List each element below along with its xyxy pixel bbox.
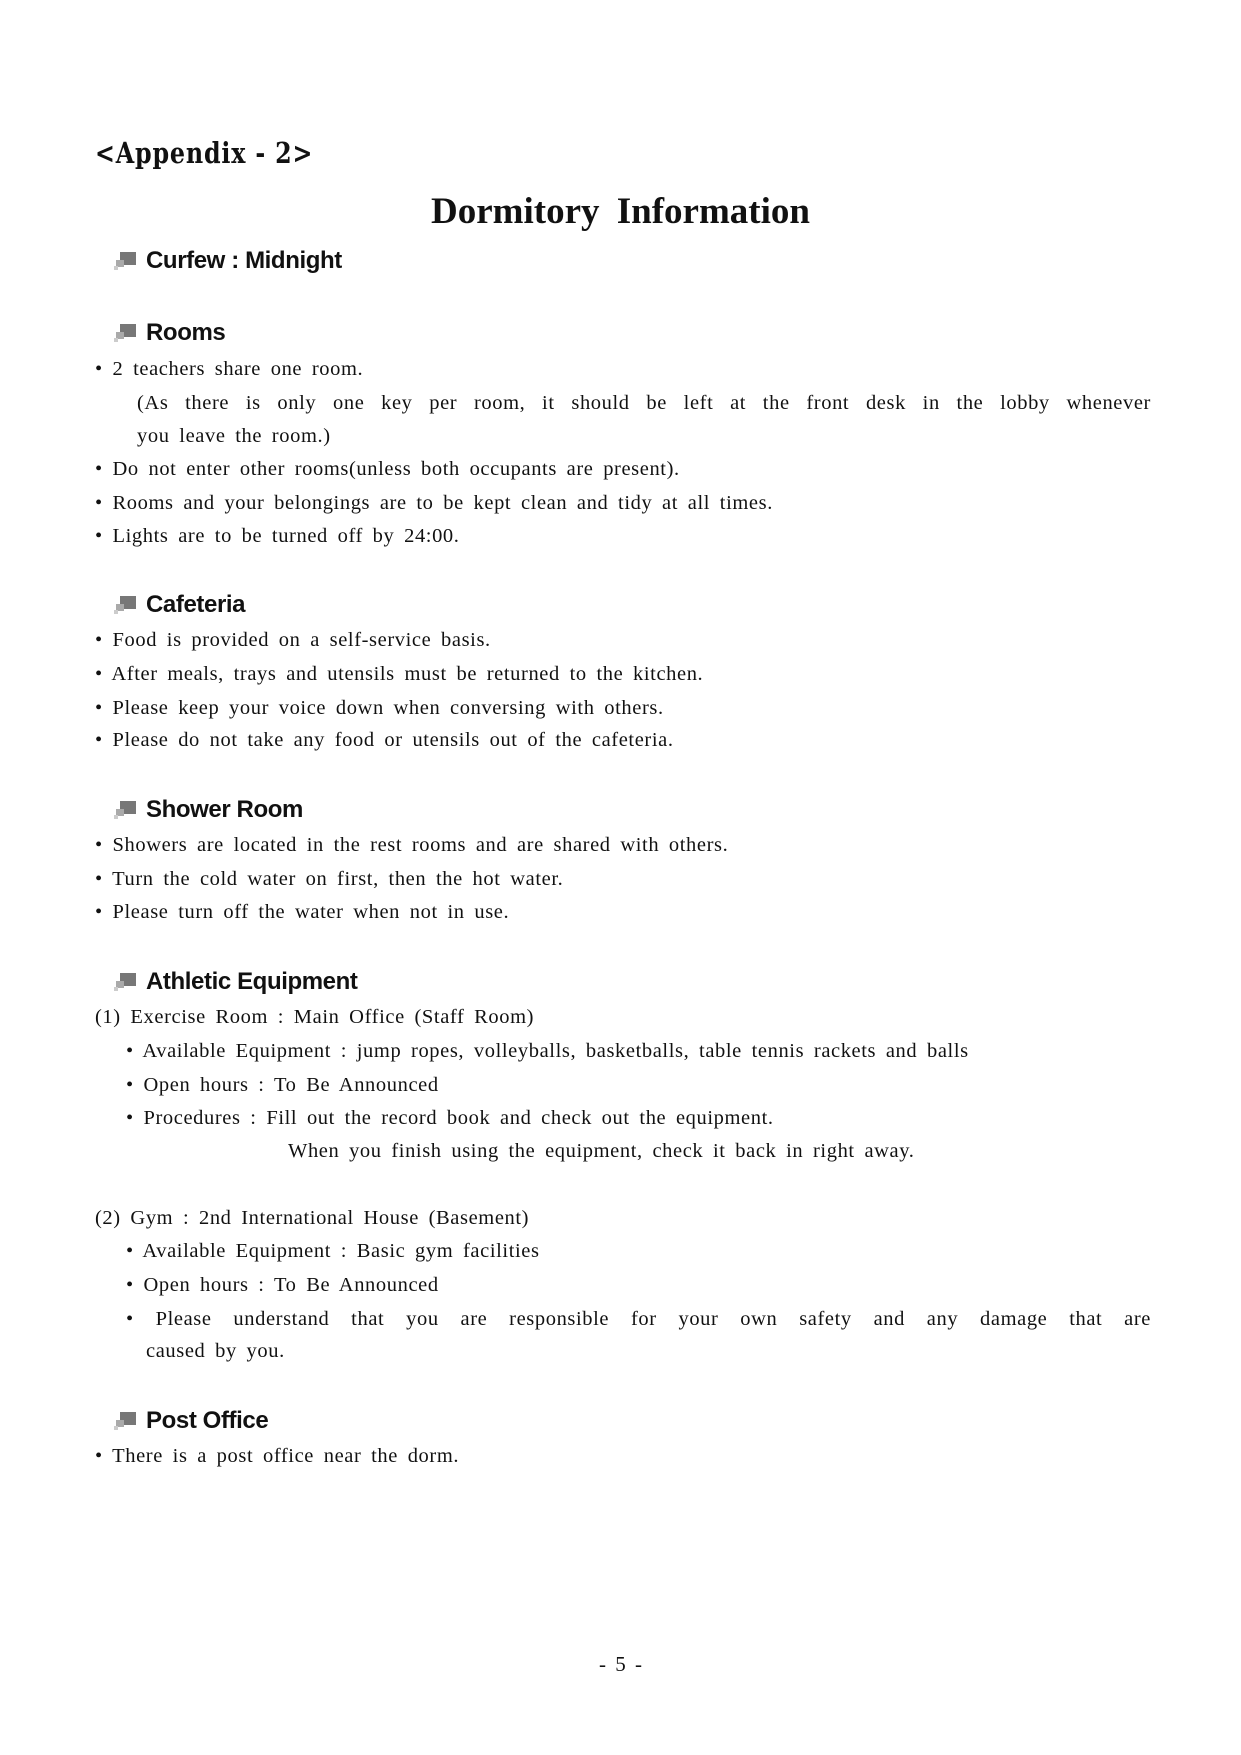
heading-shower-room bbox=[114, 795, 303, 825]
list-item: you leave the room.) bbox=[137, 425, 331, 447]
square-bullet-icon bbox=[114, 1412, 136, 1430]
heading-text: Post Office bbox=[146, 1407, 269, 1434]
list-item: (1) Exercise Room : Main Office (Staff Room) bbox=[95, 1006, 535, 1028]
page-title: Dormitory Information bbox=[431, 191, 810, 232]
square-bullet-icon bbox=[114, 252, 136, 270]
list-item: • Open hours : To Be Announced bbox=[126, 1074, 439, 1096]
heading-cafeteria bbox=[114, 590, 245, 620]
list-item: • Rooms and your belongings are to be kept clean and tidy at all times. bbox=[95, 492, 773, 514]
heading-text: Cafeteria bbox=[146, 591, 246, 618]
list-item: • Turn the cold water on first, then the hot water. bbox=[95, 868, 564, 890]
list-item: • Procedures : Fill out the record book and check out the equipment. bbox=[126, 1107, 774, 1129]
heading-text: Shower Room bbox=[146, 796, 303, 823]
list-item: • Available Equipment : jump ropes, volleyballs, basketballs, table tennis rackets and balls bbox=[126, 1040, 969, 1062]
list-item: (As there is only one key per room, it should be left at the front desk in the lobby whenever bbox=[137, 392, 1151, 414]
list-item: • Please understand that you are responsible for your own safety and any damage that are bbox=[126, 1308, 1151, 1330]
list-item: • Lights are to be turned off by 24:00. bbox=[95, 525, 460, 547]
square-bullet-icon bbox=[114, 973, 136, 991]
heading-athletic-equipment bbox=[114, 967, 357, 997]
list-item: • Please keep your voice down when conversing with others. bbox=[95, 697, 664, 719]
list-item: • Food is provided on a self-service basis. bbox=[95, 629, 491, 651]
list-item: • Open hours : To Be Announced bbox=[126, 1274, 439, 1296]
list-item: • Please do not take any food or utensils out of the cafeteria. bbox=[95, 729, 674, 751]
heading-post-office bbox=[114, 1406, 268, 1436]
list-item: • After meals, trays and utensils must be returned to the kitchen. bbox=[95, 663, 704, 685]
list-item: • 2 teachers share one room. bbox=[95, 358, 364, 380]
square-bullet-icon bbox=[114, 596, 136, 614]
list-item: When you finish using the equipment, check it back in right away. bbox=[288, 1140, 915, 1162]
heading-text: Curfew : Midnight bbox=[146, 247, 342, 274]
heading-rooms bbox=[114, 318, 225, 348]
list-item: • Please turn off the water when not in use. bbox=[95, 901, 510, 923]
list-item: • There is a post office near the dorm. bbox=[95, 1445, 460, 1467]
heading-curfew bbox=[114, 246, 342, 276]
list-item: caused by you. bbox=[146, 1340, 285, 1362]
square-bullet-icon bbox=[114, 801, 136, 819]
square-bullet-icon bbox=[114, 324, 136, 342]
list-item: (2) Gym : 2nd International House (Basement) bbox=[95, 1207, 530, 1229]
list-item: • Showers are located in the rest rooms and are shared with others. bbox=[95, 834, 729, 856]
list-item: • Available Equipment : Basic gym facilities bbox=[126, 1240, 540, 1262]
page-number: - 5 - bbox=[599, 1652, 642, 1676]
list-item: • Do not enter other rooms(unless both occupants are present). bbox=[95, 458, 680, 480]
heading-text: Rooms bbox=[146, 319, 226, 346]
heading-text: Athletic Equipment bbox=[146, 968, 358, 995]
appendix-label: <Appendix - 2> bbox=[95, 136, 314, 170]
